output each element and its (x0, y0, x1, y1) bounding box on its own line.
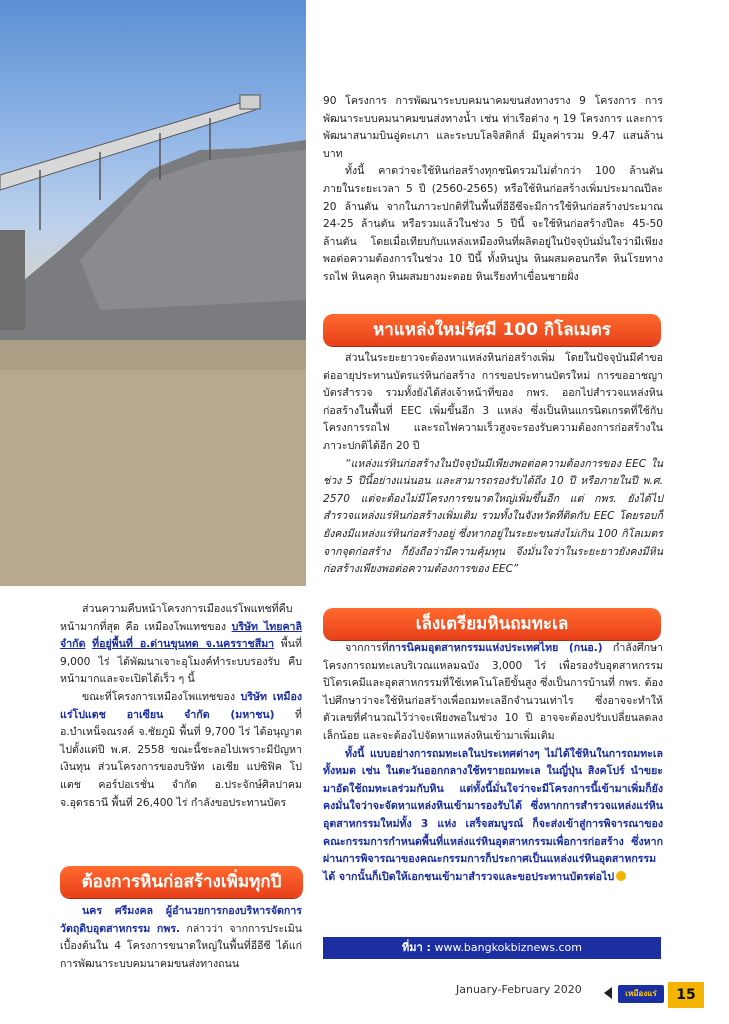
section1-paragraph: ส่วนในระยะยาวจะต้องหาแหล่งหินก่อสร้างเพิ่ม โดยในปัจจุบันมีคำขอต่ออายุประทานบัตรแร่หินก่อสร้าง การขอประทานบัตรใหม่ การขออาชญาบัตรสำรวจ รวมทั้งยังได้ส่งเจ้าหน้าที่ของ กพร. ออกไปสำรวจแหล่งหินก่อสร้างในพื้นที่ EEC เพิ่มขึ้นอีก 3 แหล่ง ซึ่งเป็นหินแกรนิตเกรดที่ใช้กับโครงการรถไฟ และรถไฟความเร็วสูงจะรองรับความต้องการก่อสร้างในภาวะปกติได้อีก 20 ปี (323, 352, 663, 452)
section2-paragraph-2 (323, 746, 663, 887)
section2-paragraph-2-text: ทั้งนี้ แบบอย่างการถมทะเลในประเทศต่างๆ ไม่ได้ใช้หินในการถมทะเลทั้งหมด เช่น ในตะวันออกกลางใช้ทรายถมทะเล ในญี่ปุ่น สิงคโปร์ นำขยะมาอัดใช้ถมทะเลร่วมกับหิน แต่ทั้งนี้มั่นใจว่าจะมีโครงการนี้เข้ามาเพิ่มก็ยังคงมั่นใจว่าจะจัดหาแหล่งหินเข้ามารองรับได้ ซึ่งหากการสำรวจแหล่งแร่หินอุตสาหกรรมใหม่ทั้ง 3 แห่ง เสร็จสมบูรณ์ ก็จะส่งเข้าสู่การพิจารณาของคณะกรรมการกำหนดพื้นที่แหล่งแร่หินอุตสาหกรรมเพื่อการก่อสร้าง ซึ่งหากผ่านการพิจารณาของคณะกรรมการก็ประกาศเป็นแหล่งแร่หินอุตสาหกรรมได้ จากนั้นก็เปิดให้เอกชนเข้ามาสำรวจและขอประทานบัตรต่อไป (323, 747, 663, 883)
section-new-sources (323, 350, 663, 579)
left-p1-post: พื้นที่ 9,000 ไร่ ได้พัฒนาเจาะอุโมงค์ทำระบบรองรับ คืบหน้ามากและจะเปิดได้เร็ว ๆ นี้ (60, 638, 303, 686)
source-bar (323, 937, 661, 959)
person-name: นคร ศรีมงคล (82, 905, 154, 917)
quarry-photo-illustration (0, 0, 306, 586)
triangle-left-icon (604, 987, 612, 999)
source-url[interactable]: www.bangkokbiznews.com (434, 941, 582, 954)
intro-paragraph-2: ทั้งนี้ คาดว่าจะใช้หินก่อสร้างทุกชนิดรวมไม่ต่ำกว่า 100 ล้านตัน ภายในระยะเวลา 5 ปี (2560-2565) หรือใช้หินก่อสร้างเพิ่มประมาณปีละ 20 ล้านตัน จากในภาวะปกติที่ในพื้นที่อีอีซีจะมีการใช้หินก่อสร้างประมาณ 24-25 ล้านตัน หรือรวมแล้วในช่วง 5 ปีนี้ จะใช้หินก่อสร้างปีละ 45-50 ล้านตัน โดยเมื่อเทียบกับแหล่งเหมืองหินที่ผลิตอยู่ในปัจจุบันมั่นใจว่ามีเพียงพอต่อความต้องการในช่วง 10 ปีนี้ ทั้งหินปูน หินผสมคอนกรีต หินโรยทางรถไฟ หินคลุก หินผสมยางมะตอย หินเรียงทำเขื่อนชายฝั่ง (323, 165, 663, 283)
section2-pre: จากการที่ (345, 642, 389, 654)
source-label: ที่มา : (402, 941, 431, 954)
left-p3-post: กล่าวว่า จากการประเมินเบื้องต้นใน 4 โครงการขนาดใหญ่ในพื้นที่อีอีซี ได้แก่ การพัฒนาระบบคมนาคมขนส่งทางถนน (60, 922, 302, 970)
left-p2-post: ที่ อ.บำเหน็จณรงค์ จ.ชัยภูมิ พื้นที่ 9,700 ไร่ ได้อนุญาตไปตั้งแต่ปี พ.ศ. 2558 ขณะนี้ชะลอไปเพราะมีปัญหาเงินทุน ส่วนโครงการของบริษัท เอเชีย แปซิฟิค โปแตช คอร์ปอเรชั่น จำกัด อ.ประจักษ์ศิลปาคม จ.อุดรธานี พื้นที่ 26,400 ไร่ กำลังขอประทานบัตร (60, 708, 302, 809)
left-column (60, 601, 302, 812)
magazine-logo: เหมืองแร่ (618, 985, 664, 1003)
thai-kali-company: บริษัท ไทยคาลิ จำกัด (60, 620, 302, 651)
asean-potash-company: บริษัท เหมืองแร่โปแตช อาเซียน จำกัด (มหาชน) (60, 690, 302, 721)
section2-post: กำลังศึกษาโครงการถมทะเลบริเวณแหลมฉบัง 3,000 ไร่ เพื่อรองรับอุตสาหกรรมปิโตรเคมีและอุตสาหกรรมที่ใช้เทคโนโลยีขั้นสูง ซึ่งเป็นการบ้านที่ กพร. ต้องไปศึกษาว่าจะใช้หินก่อสร้างเพื่อถมทะเลอีกจำนวนเท่าไร ซึ่งอาจจะทำให้ตัวเลขที่คำนวณไว้ว่าจะเพียงพอในช่วง 10 ปี อาจจะต้องปรับเปลี่ยนลดลงเล็กน้อย และจะต้องไปจัดหาแหล่งหินเข้ามาเพิ่มเติม (323, 642, 663, 742)
heading-sea-reclamation: เล็งเตรียมหินถมทะเล (323, 608, 661, 640)
section-sea-reclamation (323, 640, 663, 886)
left-p1-pre: ส่วนความคืบหน้าโครงการเมืองแร่โพแทชที่คืบหน้ามากที่สุด คือ เหมืองโพแทชของ (60, 603, 293, 633)
quarry-photo (0, 0, 306, 586)
heading-more-stone-every-year: ต้องการหินก่อสร้างเพิ่มทุกปี (60, 866, 303, 898)
heading-new-sources: หาแหล่งใหม่รัศมี 100 กิโลเมตร (323, 314, 661, 346)
page-number: 15 (668, 982, 704, 1008)
person-title: ผู้อำนวยการกองบริหารจัดการวัตถุดิบอุตสาหกรรม กพร. (60, 905, 302, 935)
section2-paragraph-1 (323, 640, 663, 746)
issue-date: January-February 2020 (456, 983, 582, 996)
left-paragraph-1 (60, 601, 302, 689)
left-paragraph-2 (60, 689, 302, 812)
footer-issue (456, 983, 582, 996)
left-paragraph-3 (60, 903, 302, 973)
smile-icon (616, 871, 626, 881)
thai-kali-location: ที่อยู่พื้นที่ อ.ด่านขุนทด จ.นครราชสีมา (92, 638, 275, 651)
right-column-intro (323, 93, 663, 287)
intro-paragraph-1: 90 โครงการ การพัฒนาระบบคมนาคมขนส่งทางราง 9 โครงการ การพัฒนาระบบคมนาคมขนส่งทางน้ำ เช่น ท่าเรือต่าง ๆ 19 โครงการ และการพัฒนาสนามบินอู่ตะเภา และระบบโลจิสติกส์ มีมูลค่ารวม 9.47 แสนล้านบาท (323, 95, 663, 160)
section1-quote: “แหล่งแร่หินก่อสร้างในปัจจุบันมีเพียงพอต่อความต้องการของ EEC ในช่วง 5 ปีนี้อย่างแน่นอน และสามารถรองรับได้ถึง 10 ปี หรือภายในปี พ.ศ. 2570 แต่จะต้องไม่มีโครงการขนาดใหญ่เพิ่มขึ้นอีก แต่ กพร. ยังได้ไปสำรวจแหล่งแร่หินก่อสร้างเพิ่มเติม รวมทั้งในจังหวัดที่ติดกับ EEC โดยรอบก็ยังคงมีแหล่งแร่หินก่อสร้างอยู่ ซึ่งหากอยู่ในระยะขนส่งไม่เกิน 100 กิโลเมตรจากจุดก่อสร้าง ก็ยังถือว่ามีความคุ้มทุน จึงมั่นใจว่าในระยะยาวยังคงมีหินก่อสร้างเพียงพอต่อความต้องการของ EEC” (323, 457, 663, 576)
left-p2-pre: ขณะที่โครงการเหมืองโพแทชของ (82, 690, 241, 703)
ieat-org-name: การนิคมอุตสาหกรรมแห่งประเทศไทย (กนอ.) (388, 642, 603, 654)
left-column-lower (60, 903, 302, 973)
